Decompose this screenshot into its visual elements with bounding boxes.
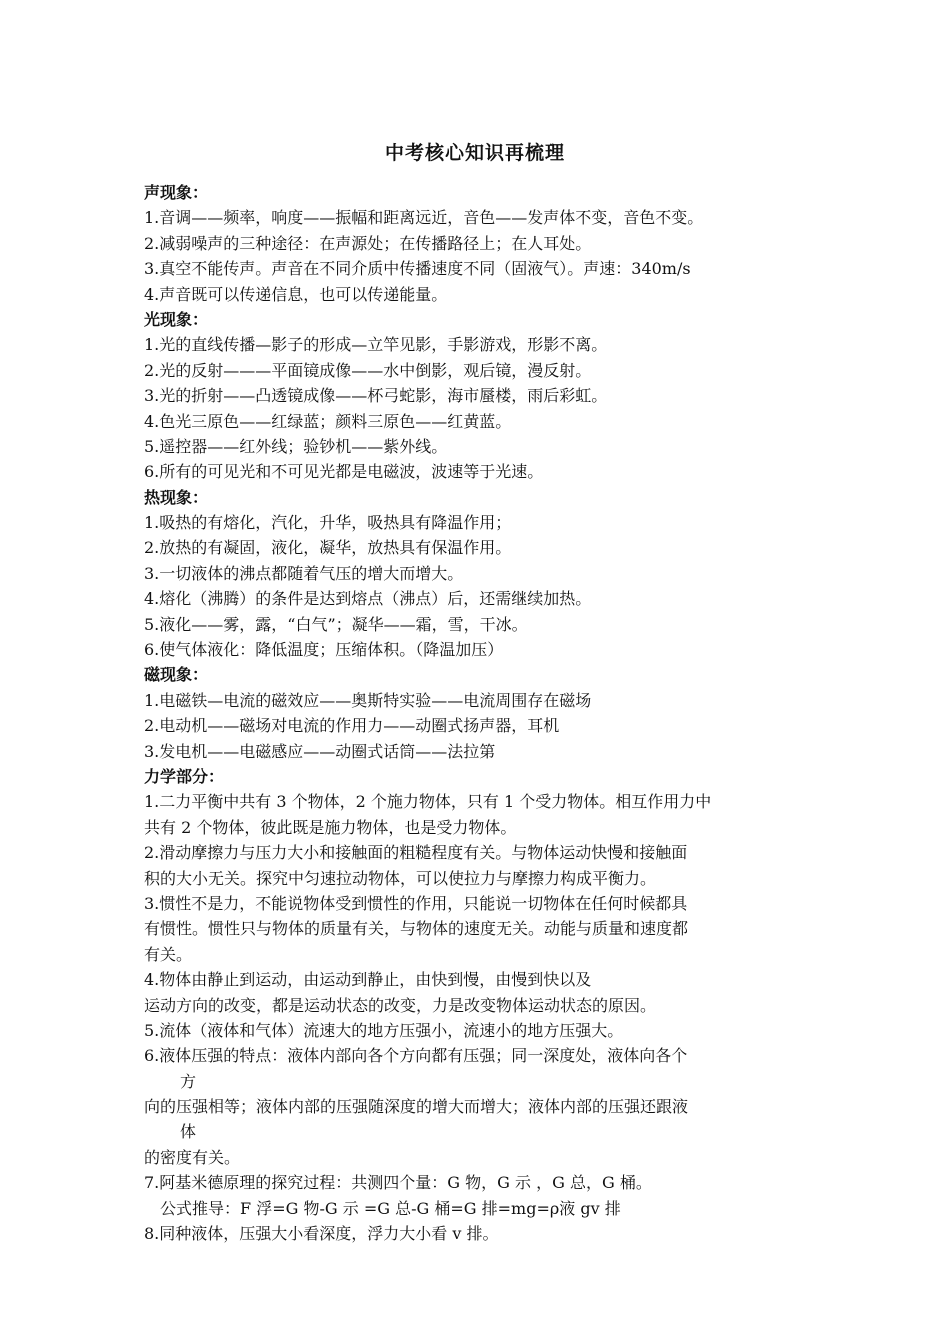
list-item: 3.一切液体的沸点都随着气压的增大而增大。	[144, 563, 464, 583]
document-body	[144, 180, 814, 1246]
section-heading-mechanics: 力学部分：	[144, 766, 225, 786]
list-item: 1.光的直线传播—影子的形成—立竿见影，手影游戏，形影不离。	[144, 335, 608, 355]
list-item: 有关。	[144, 944, 193, 964]
list-item: 方	[180, 1071, 197, 1091]
list-item: 3.光的折射——凸透镜成像——杯弓蛇影，海市蜃楼，雨后彩虹。	[144, 386, 608, 406]
section-heading-magnet: 磁现象：	[144, 665, 209, 685]
list-item: 共有 2 个物体，彼此既是施力物体，也是受力物体。	[144, 817, 517, 837]
list-item: 3.惯性不是力，不能说物体受到惯性的作用，只能说一切物体在任何时候都具	[144, 893, 688, 913]
list-item: 8.同种液体，压强大小看深度，浮力大小看 v 排。	[144, 1224, 499, 1244]
list-item: 运动方向的改变，都是运动状态的改变，力是改变物体运动状态的原因。	[144, 995, 657, 1015]
section-heading-heat: 热现象：	[144, 487, 209, 507]
list-item: 6.液体压强的特点：液体内部向各个方向都有压强；同一深度处，液体向各个	[144, 1046, 688, 1066]
section-heading-sound: 声现象：	[144, 183, 209, 202]
list-item: 1.音调——频率，响度——振幅和距离远近，音色——发声体不变，音色不变。	[144, 208, 704, 228]
list-item: 2.滑动摩擦力与压力大小和接触面的粗糙程度有关。与物体运动快慢和接触面	[144, 843, 688, 863]
list-item: 4.物体由静止到运动，由运动到静止，由快到慢，由慢到快以及	[144, 970, 592, 990]
list-item: 3.真空不能传声。声音在不同介质中传播速度不同（固液气）。声速：340m/s	[144, 259, 691, 279]
list-item: 体	[180, 1122, 197, 1142]
list-item: 5.遥控器——红外线；验钞机——紫外线。	[144, 436, 448, 456]
list-item: 2.光的反射———平面镜成像——水中倒影，观后镜，漫反射。	[144, 360, 592, 380]
list-item: 公式推导：F 浮=G 物-G 示 =G 总-G 桶=G 排=mg=ρ液 gv 排	[160, 1198, 621, 1218]
list-item: 2.放热的有凝固，液化，凝华，放热具有保温作用。	[144, 538, 512, 558]
list-item: 1.吸热的有熔化，汽化，升华，吸热具有降温作用；	[144, 513, 512, 533]
list-item: 2.电动机——磁场对电流的作用力——动圈式扬声器，耳机	[144, 716, 560, 736]
list-item: 4.色光三原色——红绿蓝；颜料三原色——红黄蓝。	[144, 411, 512, 431]
list-item: 1.电磁铁—电流的磁效应——奥斯特实验——电流周围存在磁场	[144, 690, 592, 710]
list-item: 的密度有关。	[144, 1147, 241, 1167]
list-item: 向的压强相等；液体内部的压强随深度的增大而增大；液体内部的压强还跟液	[144, 1097, 689, 1117]
list-item: 6.使气体液化：降低温度；压缩体积。（降温加压）	[144, 640, 504, 660]
list-item: 有惯性。惯性只与物体的质量有关，与物体的速度无关。动能与质量和速度都	[144, 919, 689, 939]
list-item: 积的大小无关。探究中匀速拉动物体，可以使拉力与摩擦力构成平衡力。	[144, 868, 657, 888]
list-item: 4.声音既可以传递信息，也可以传递能量。	[144, 284, 448, 304]
list-item: 5.流体（液体和气体）流速大的地方压强小，流速小的地方压强大。	[144, 1020, 624, 1040]
list-item: 5.液化——雾，露，“白气”；凝华——霜，雪，干冰。	[144, 614, 528, 634]
list-item: 1.二力平衡中共有 3 个物体，2 个施力物体，只有 1 个受力物体。相互作用力中	[144, 792, 712, 812]
list-item: 6.所有的可见光和不可见光都是电磁波，波速等于光速。	[144, 462, 544, 482]
list-item: 7.阿基米德原理的探究过程：共测四个量：G 物，G 示 ，G 总，G 桶。	[144, 1173, 652, 1193]
section-heading-light: 光现象：	[144, 309, 209, 329]
list-item: 4.熔化（沸腾）的条件是达到熔点（沸点）后，还需继续加热。	[144, 589, 592, 609]
list-item: 2.减弱噪声的三种途径：在声源处；在传播路径上；在人耳处。	[144, 233, 592, 253]
page-title: 中考核心知识再梳理	[384, 142, 565, 164]
list-item: 3.发电机——电磁感应——动圈式话筒——法拉第	[144, 741, 496, 761]
